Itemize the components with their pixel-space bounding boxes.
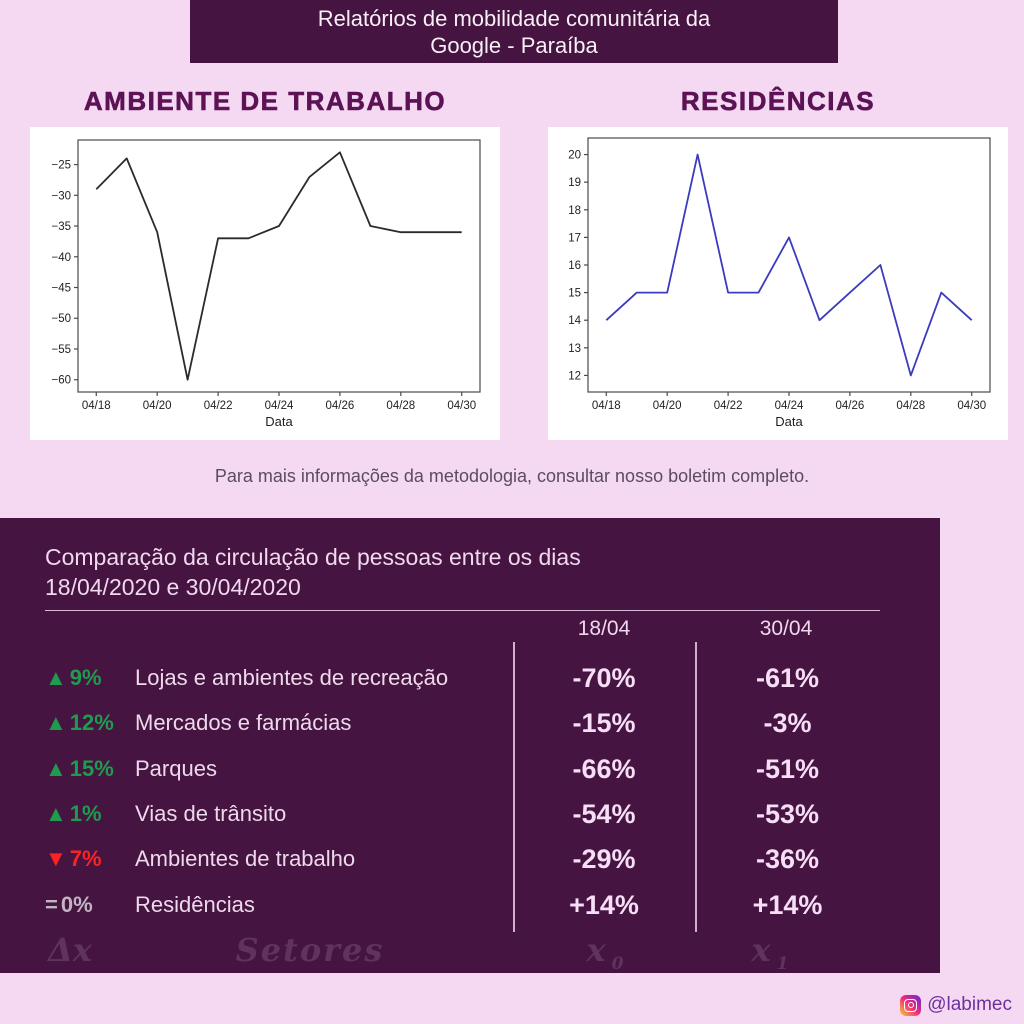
- sector-label: Parques: [135, 755, 217, 781]
- svg-text:−25: −25: [51, 159, 71, 172]
- delta-direction-icon: ▲: [45, 710, 67, 736]
- svg-text:04/26: 04/26: [835, 400, 865, 412]
- value-30-04: -53%: [755, 798, 820, 829]
- credit: [900, 992, 1012, 1018]
- svg-text:13: 13: [568, 342, 581, 355]
- delta-direction-icon: ▼: [45, 846, 67, 872]
- workplace-chart-panel: [30, 127, 500, 440]
- svg-text:−30: −30: [51, 190, 71, 203]
- delta-direction-icon: =: [45, 891, 58, 917]
- svg-text:04/24: 04/24: [264, 400, 294, 412]
- delta-value: 1%: [69, 800, 102, 826]
- footer-label-sectors: Setores: [235, 931, 385, 969]
- svg-text:04/18: 04/18: [591, 400, 621, 412]
- table-title-line2: 18/04/2020 e 30/04/2020: [45, 574, 301, 600]
- svg-text:−50: −50: [51, 313, 71, 326]
- value-30-04: -51%: [755, 753, 820, 784]
- residences-mobility-line-chart: [548, 127, 1008, 440]
- methodology-note: Para mais informações da metodologia, consultar nosso boletim completo.: [214, 466, 810, 486]
- value-18-04: +14%: [569, 889, 639, 920]
- sector-label: Ambientes de trabalho: [135, 846, 356, 872]
- svg-text:12: 12: [568, 370, 581, 383]
- table-title-line1: Comparação da circulação de pessoas entre os dias: [45, 544, 581, 570]
- workplace-mobility-line-chart: [30, 127, 500, 440]
- delta-cell: [45, 747, 135, 791]
- svg-text:04/26: 04/26: [325, 400, 355, 412]
- page-title-line1: Relatórios de mobilidade comunitária da: [317, 5, 711, 31]
- value-18-04: -66%: [572, 753, 636, 784]
- table-row: [0, 792, 940, 836]
- delta-value: 12%: [69, 710, 114, 736]
- svg-text:15: 15: [568, 287, 581, 300]
- column-header-30-04: 30/04: [759, 617, 813, 640]
- svg-text:04/20: 04/20: [652, 400, 682, 412]
- value-30-04: -61%: [755, 663, 820, 693]
- sector-label: Lojas e ambientes de recreação: [135, 665, 449, 690]
- delta-cell: [45, 656, 135, 700]
- comparison-table-panel: [0, 518, 940, 973]
- value-30-04: -3%: [763, 708, 812, 739]
- svg-text:Data: Data: [775, 414, 803, 429]
- table-title: [45, 542, 865, 602]
- svg-text:14: 14: [568, 315, 581, 328]
- svg-text:04/20: 04/20: [142, 400, 172, 412]
- title-divider: [45, 610, 880, 611]
- instagram-icon: [900, 995, 921, 1016]
- instagram-handle[interactable]: @labimec: [927, 994, 1012, 1015]
- svg-text:16: 16: [568, 260, 581, 272]
- svg-text:04/22: 04/22: [713, 400, 743, 412]
- chart-title-residences: RESIDÊNCIAS: [680, 86, 876, 116]
- footer-label-x1: x $_1$: [751, 931, 789, 974]
- svg-text:−55: −55: [51, 343, 71, 356]
- table-row: [0, 883, 940, 927]
- svg-text:04/24: 04/24: [774, 400, 804, 412]
- svg-text:04/30: 04/30: [447, 400, 477, 412]
- page-title-line2: Google - Paraíba: [430, 32, 598, 58]
- table-row: [0, 747, 940, 791]
- value-18-04: -29%: [572, 844, 636, 875]
- svg-text:04/30: 04/30: [957, 400, 987, 412]
- residences-chart-panel: [548, 127, 1008, 440]
- chart-title-workplaces: AMBIENTE DE TRABALHO: [83, 86, 447, 116]
- delta-value: 15%: [69, 755, 114, 781]
- table-row: [0, 837, 940, 881]
- delta-value: 0%: [60, 891, 93, 917]
- svg-text:18: 18: [568, 204, 581, 217]
- sector-label: Vias de trânsito: [135, 800, 287, 826]
- value-18-04: -54%: [572, 798, 636, 829]
- delta-cell: [45, 883, 135, 927]
- svg-text:04/22: 04/22: [203, 400, 233, 412]
- value-18-04: -70%: [572, 663, 636, 693]
- column-header-18-04: 18/04: [577, 617, 631, 640]
- svg-text:04/18: 04/18: [81, 400, 111, 412]
- table-row: [0, 701, 940, 745]
- svg-text:−45: −45: [51, 282, 71, 295]
- delta-cell: [45, 701, 135, 745]
- svg-text:Data: Data: [265, 414, 293, 429]
- svg-text:04/28: 04/28: [386, 400, 416, 412]
- delta-direction-icon: ▲: [45, 800, 67, 826]
- footer-label-delta: Δx: [48, 931, 92, 969]
- svg-text:04/28: 04/28: [896, 400, 926, 412]
- delta-cell: [45, 792, 135, 836]
- table-row: [0, 656, 940, 700]
- footer-label-x0: x $_0$: [586, 931, 624, 974]
- svg-text:−35: −35: [51, 221, 71, 234]
- delta-value: 9%: [69, 665, 102, 690]
- sector-label: Residências: [135, 891, 255, 917]
- title-banner: [190, 0, 838, 63]
- delta-cell: [45, 837, 135, 881]
- delta-value: 7%: [69, 846, 102, 872]
- sector-label: Mercados e farmácias: [135, 710, 352, 736]
- svg-text:−60: −60: [51, 374, 71, 387]
- delta-direction-icon: ▲: [45, 665, 67, 690]
- svg-text:20: 20: [568, 149, 581, 162]
- value-30-04: +14%: [752, 889, 823, 920]
- value-30-04: -36%: [755, 844, 820, 875]
- value-18-04: -15%: [572, 708, 636, 739]
- svg-text:−40: −40: [51, 251, 71, 264]
- svg-text:17: 17: [568, 232, 581, 245]
- svg-text:19: 19: [568, 177, 581, 190]
- delta-direction-icon: ▲: [45, 755, 67, 781]
